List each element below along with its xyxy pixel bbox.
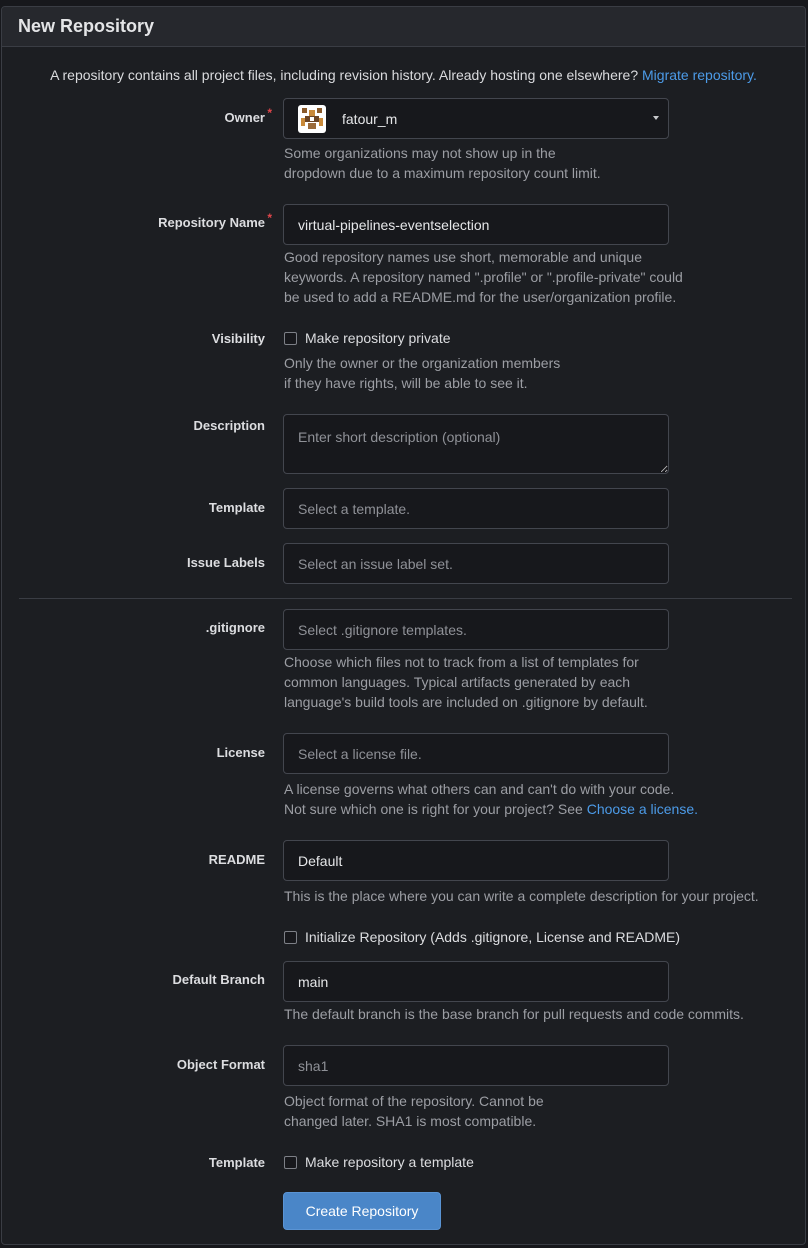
license-label: License (216, 745, 265, 760)
template-placeholder: Select a template. (298, 500, 411, 517)
template-checkbox-row[interactable] (284, 1154, 474, 1170)
description-label: Description (193, 418, 265, 433)
issue-labels-placeholder: Select an issue label set. (298, 555, 453, 572)
issue-labels-dropdown[interactable] (283, 543, 669, 584)
repository-name-help (284, 247, 683, 307)
repository-name-field[interactable] (283, 204, 669, 245)
owner-help-line: dropdown due to a maximum repository count limit. (284, 165, 601, 181)
private-checkbox[interactable] (284, 332, 297, 345)
section-divider (19, 598, 792, 599)
gitignore-help (284, 652, 648, 712)
owner-dropdown[interactable] (283, 98, 669, 139)
new-repository-panel (1, 6, 806, 1245)
migrate-repository-link[interactable]: Migrate repository. (642, 67, 757, 83)
repository-name-input[interactable] (298, 217, 654, 233)
object-format-label: Object Format (176, 1057, 265, 1072)
owner-value: fatour_m (342, 110, 398, 127)
owner-help (284, 143, 601, 183)
repository-name-help-line: be used to add a README.md for the user/organization profile. (284, 289, 677, 305)
object-format-help (284, 1091, 544, 1131)
template-checkbox[interactable] (284, 1156, 297, 1169)
readme-help: This is the place where you can write a complete description for your project. (284, 888, 759, 904)
choose-license-link[interactable]: Choose a license. (586, 801, 698, 817)
object-format-help-line: Object format of the repository. Cannot be (284, 1093, 544, 1109)
gitignore-help-line: Choose which files not to track from a list of templates for (284, 654, 639, 670)
visibility-help-line: if they have rights, will be able to see it. (284, 375, 528, 391)
default-branch-field[interactable] (283, 961, 669, 1002)
default-branch-input[interactable] (298, 974, 654, 990)
repository-name-help-line: Good repository names use short, memorable and unique (284, 249, 642, 265)
intro-text (2, 67, 805, 83)
private-checkbox-row[interactable] (284, 330, 451, 346)
gitignore-placeholder: Select .gitignore templates. (298, 621, 467, 638)
readme-value: Default (298, 852, 343, 869)
object-format-field (283, 1045, 669, 1086)
visibility-help (284, 353, 560, 393)
default-branch-label: Default Branch (172, 972, 265, 987)
description-textarea[interactable] (283, 414, 669, 474)
chevron-down-icon (653, 116, 659, 120)
template-label: Template (208, 500, 265, 515)
object-format-help-line: changed later. SHA1 is most compatible. (284, 1113, 537, 1129)
readme-dropdown[interactable] (283, 840, 669, 881)
gitignore-help-line: common languages. Typical artifacts generated by each (284, 674, 631, 690)
repository-name-label (158, 211, 272, 230)
license-help (284, 779, 698, 819)
issue-labels-label: Issue Labels (186, 555, 265, 570)
owner-help-line: Some organizations may not show up in the (284, 145, 556, 161)
required-asterisk: * (267, 106, 272, 120)
default-branch-help: The default branch is the base branch for pull requests and code commits. (284, 1006, 744, 1022)
visibility-label: Visibility (211, 331, 265, 346)
license-help-text: Not sure which one is right for your project? See (284, 801, 583, 817)
gitignore-label: .gitignore (205, 620, 265, 635)
private-checkbox-label[interactable]: Make repository private (305, 330, 451, 346)
gitignore-dropdown[interactable] (283, 609, 669, 650)
initialize-checkbox-row[interactable] (284, 929, 680, 945)
readme-label: README (208, 852, 265, 867)
required-asterisk: * (267, 211, 272, 225)
license-placeholder: Select a license file. (298, 745, 422, 762)
initialize-checkbox-label[interactable]: Initialize Repository (Adds .gitignore, License and README) (305, 929, 681, 945)
owner-label (224, 106, 272, 125)
license-help-line: A license governs what others can and can't do with your code. (284, 781, 675, 797)
object-format-input (298, 1058, 654, 1074)
license-dropdown[interactable] (283, 733, 669, 774)
avatar (298, 105, 326, 133)
intro-description: A repository contains all project files, including revision history. Already hosting one elsewhere? (50, 67, 639, 83)
repository-name-label-text: Repository Name (158, 215, 265, 230)
license-help-line (284, 799, 698, 819)
create-repository-button[interactable]: Create Repository (283, 1192, 441, 1230)
owner-label-text: Owner (224, 110, 265, 125)
template-checkbox-label[interactable]: Make repository a template (305, 1154, 474, 1170)
visibility-help-line: Only the owner or the organization members (284, 355, 561, 371)
owner-avatar-icon (299, 106, 325, 132)
page-title: New Repository (2, 7, 805, 47)
initialize-checkbox[interactable] (284, 931, 297, 944)
gitignore-help-line: language's build tools are included on .gitignore by default. (284, 694, 648, 710)
template-dropdown[interactable] (283, 488, 669, 529)
repository-name-help-line: keywords. A repository named ".profile" or ".profile-private" could (284, 269, 683, 285)
template-flag-label: Template (208, 1155, 265, 1170)
